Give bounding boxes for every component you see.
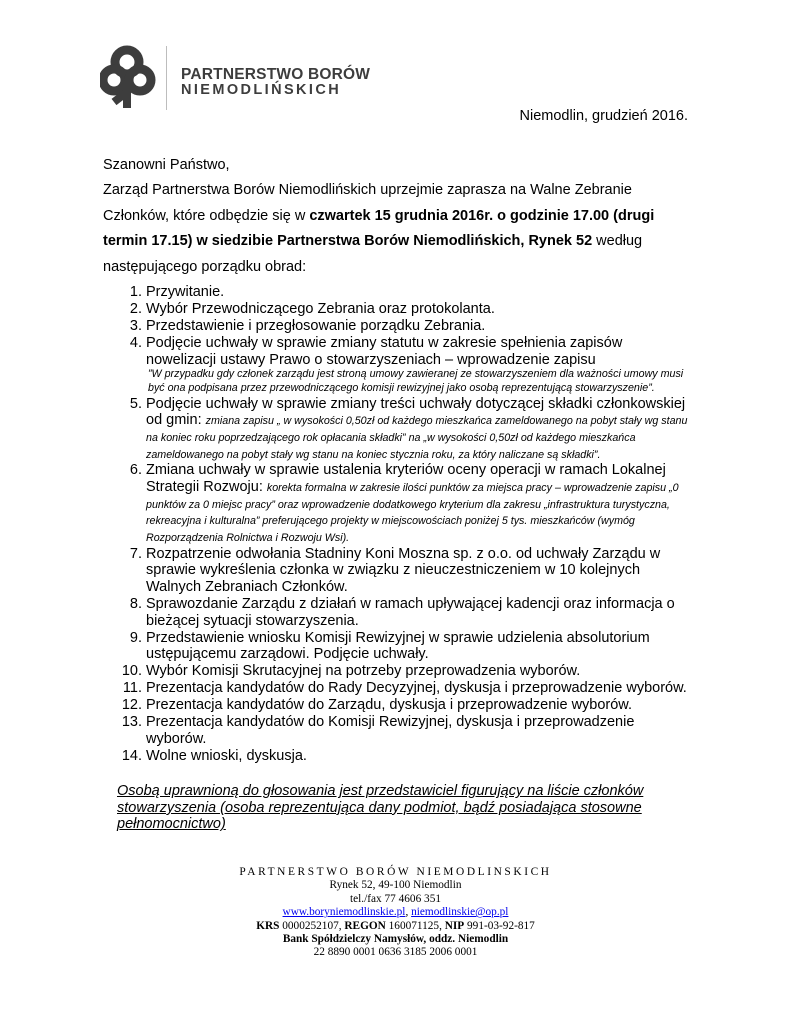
agenda-item-text: Wybór Komisji Skrutacyjnej na potrzeby przeprowadzenia wyborów. bbox=[146, 663, 581, 680]
agenda-item bbox=[146, 301, 693, 318]
agenda-item-text: Podjęcie uchwały w sprawie zmiany statutu w zakresie spełnienia zapisów nowelizacji ustawy Prawo o stowarzyszeniach – wprowadzenie zapisu bbox=[146, 334, 623, 368]
agenda-item bbox=[146, 546, 693, 596]
email-link[interactable]: niemodlinskie@op.pl bbox=[411, 906, 509, 919]
footer-registry bbox=[0, 920, 791, 933]
agenda-item bbox=[146, 335, 693, 395]
agenda-item-text: Przedstawienie wniosku Komisji Rewizyjnej w sprawie udzielenia absolutorium ustępującemu zarządowi. Podjęcie uchwały. bbox=[146, 629, 650, 663]
footer-bank: Bank Spółdzielczy Namysłów, oddz. Niemodlin bbox=[282, 933, 509, 946]
nip-label: NIP bbox=[444, 919, 465, 932]
letterhead-footer bbox=[0, 866, 791, 960]
regon-value: 160071125, bbox=[388, 919, 442, 932]
agenda-item-text: Podjęcie uchwały w sprawie zmiany treści uchwały dotyczącej składki członkowskiej od gmin: bbox=[146, 395, 686, 429]
agenda-item-text: Sprawozdanie Zarządu z działań w ramach upływającej kadencji oraz informacja o bieżącej sytuacji stowarzyszenia. bbox=[146, 596, 675, 629]
agenda-item bbox=[146, 748, 693, 765]
agenda-item-text: Zmiana uchwały w sprawie ustalenia kryteriów oceny operacji w ramach Lokalnej Strategii Rozwoju: bbox=[146, 462, 666, 496]
agenda-item-note: zmiana zapisu „ w wysokości 0,50zł od każdego mieszkańca zameldowanego na pobyt stały wg stanu na koniec roku poprzedzającego rok opłacania składki” na „w wysokości 0,50zł od każdego mieszkańca zameldowanego na pobyt stały wg stanu na koniec stycznia roku, za który naliczane są składki”. bbox=[146, 415, 688, 461]
agenda-item bbox=[146, 663, 693, 680]
footer-org-name: PARTNERSTWO BORÓW NIEMODLINSKICH bbox=[239, 866, 552, 878]
agenda-item-text: Przedstawienie i przegłosowanie porządku Zebrania. bbox=[146, 317, 486, 334]
agenda-item-text: Rozpatrzenie odwołania Stadniny Koni Moszna sp. z o.o. od uchwały Zarządu w sprawie wykreślenia członka w związku z nieuczestniczeniem w 10 kolejnych Walnych Zebraniach Członków. bbox=[146, 545, 661, 596]
agenda-item bbox=[146, 396, 693, 462]
agenda-item-note: korekta formalna w zakresie ilości punktów za miejsca pracy – wprowadzenie zapisu „0 punktów za 0 miejsc pracy” oraz wprowadzenie dodatkowego kryterium dla zakresu „infrastruktura turystyczna, rekreacyjna i kulturalna” preferującego projekty w miejscowościach poniżej 5 tys. mieszkańców (wymóg Rozporządzenia Rolnictwa i Rozwoju Wsi). bbox=[146, 482, 679, 544]
agenda-item bbox=[146, 462, 693, 545]
agenda-item-text: Prezentacja kandydatów do Komisji Rewizyjnej, dyskusja i przeprowadzenie wyborów. bbox=[146, 714, 635, 747]
krs-label: KRS bbox=[256, 919, 280, 932]
footer-contact: www.boryniemodlinskie.pl, niemodlinskie@op.pl bbox=[282, 906, 509, 919]
logo-name-line1: PARTNERSTWO BORÓW bbox=[181, 66, 371, 83]
agenda-list bbox=[103, 284, 693, 764]
agenda-item bbox=[146, 697, 693, 714]
agenda-item-text: Przywitanie. bbox=[146, 284, 225, 300]
meeting-details: czwartek 15 grudnia 2016r. o godzinie 17.00 (drugi termin 17.15) w siedzibie Partnerstwa Borów Niemodlińskich, Rynek 52 bbox=[103, 207, 655, 249]
agenda-item bbox=[146, 714, 693, 747]
agenda-item-text: Wolne wnioski, dyskusja. bbox=[146, 747, 307, 764]
agenda-item-text: Wybór Przewodniczącego Zebrania oraz protokolanta. bbox=[146, 300, 495, 317]
footer-phone: tel./fax 77 4606 351 bbox=[350, 892, 441, 905]
letter-date: Niemodlin, grudzień 2016. bbox=[519, 108, 688, 124]
intro-text: Zarząd Partnerstwa Borów Niemodlińskich uprzejmie zaprasza na Walne Zebranie Członków, które odbędzie się w bbox=[103, 182, 632, 224]
agenda-item bbox=[146, 630, 693, 663]
greeting: Szanowni Państwo, bbox=[103, 157, 230, 173]
invitation-paragraph bbox=[103, 178, 693, 280]
intro-text-end: według następującego porządku obrad: bbox=[103, 233, 643, 275]
agenda-item bbox=[146, 284, 693, 301]
agenda-item bbox=[146, 596, 693, 629]
agenda-item bbox=[146, 680, 693, 697]
agenda-item-text: Prezentacja kandydatów do Zarządu, dyskusja i przeprowadzenie wyborów. bbox=[146, 697, 633, 714]
agenda-item-note: ”W przypadku gdy członek zarządu jest stroną umowy zawieranej ze stowarzyszeniem dla ważności umowy musi być ona podpisana przez przewodniczącego komisji rewizyjnej jako osobą reprezentującą stowarzyszenie”. bbox=[148, 368, 684, 394]
logo-divider bbox=[166, 46, 167, 110]
logo-name-line2: NIEMODLIŃSKICH bbox=[181, 82, 342, 98]
website-link[interactable]: www.boryniemodlinskie.pl bbox=[282, 906, 406, 919]
agenda-item bbox=[146, 318, 693, 335]
krs-value: 0000252107, bbox=[282, 919, 342, 932]
footer-address: Rynek 52, 49-100 Niemodlin bbox=[329, 879, 462, 892]
regon-label: REGON bbox=[344, 919, 386, 932]
voting-authorization-note: Osobą uprawnioną do głosowania jest przedstawiciel figurujący na liście członków stowarzyszenia (osoba reprezentująca dany podmiot, bądź posiadająca stosowne pełnomocnictwo) bbox=[117, 783, 644, 833]
agenda-item-text: Prezentacja kandydatów do Rady Decyzyjnej, dyskusja i przeprowadzenie wyborów. bbox=[146, 680, 687, 697]
footer-account: 22 8890 0001 0636 3185 2006 0001 bbox=[313, 946, 478, 959]
nip-value: 991-03-92-817 bbox=[467, 919, 535, 932]
letter-body bbox=[103, 152, 693, 833]
